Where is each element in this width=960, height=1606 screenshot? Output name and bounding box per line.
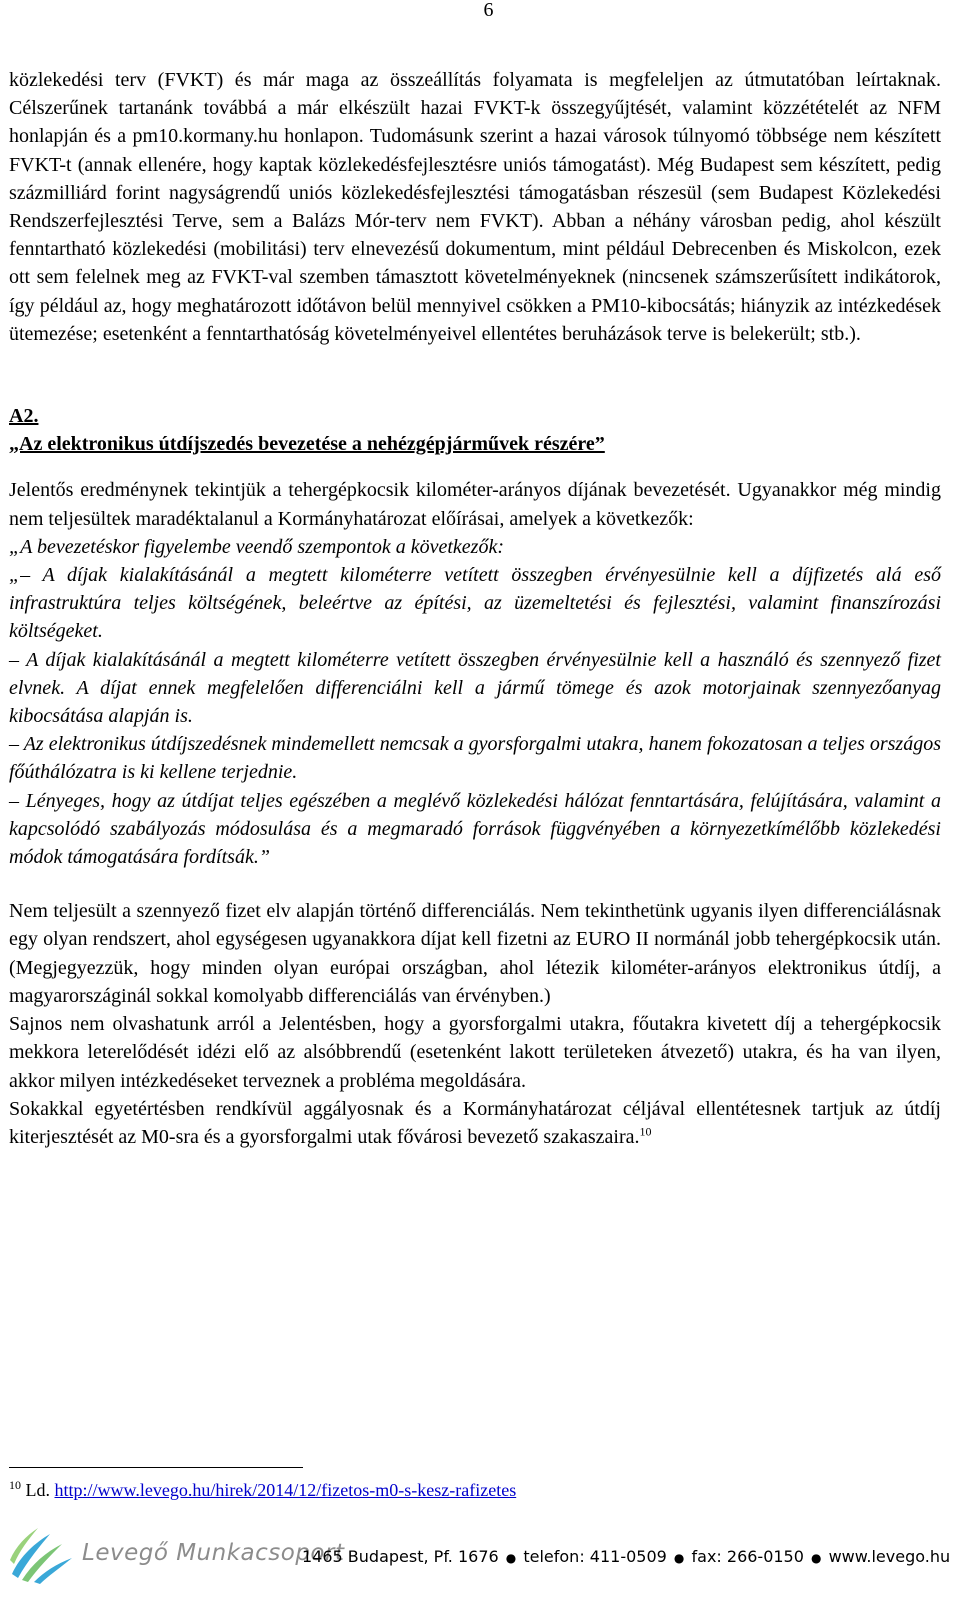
postal-address: 1465 Budapest, Pf. 1676 [302, 1547, 499, 1566]
paragraph-diversion: Sajnos nem olvashatunk arról a Jelentésben, hogy a gyorsforgalmi utakra, főutakra kivetett díj a tehergépkocsik mekkora leterelődését idézi elő az alsóbbrendű (esetenként lakott területeken átvezető) utakra, és ha van ilyen, akkor milyen intézkedéseket terveznek a probléma megoldására. [9, 1013, 941, 1092]
separator-dot-icon: ● [673, 1551, 685, 1565]
quote-item: – Lényeges, hogy az útdíjat teljes egészében a meglévő közlekedési hálózat fenntartására, felújítására, valamint a kapcsolódó szabályozás módosulása és a megmaradó források függvényében a környezetkímélőbb közlekedési módok támogatására fordítsák.” [9, 789, 941, 869]
page-footer [0, 1520, 960, 1590]
quote-line: „A bevezetéskor figyelembe veendő szempontok a következők: [9, 535, 504, 558]
organization-logo-text: Levegő Munkacsoport [82, 1540, 345, 1566]
website[interactable]: www.levego.hu [828, 1547, 951, 1566]
paragraph-differentiation: Nem teljesült a szennyező fizet elv alapján történő differenciálás. Nem tekinthetünk ugyanis ilyen differenciálásnak egy olyan rendszert, ahol egységesen ugyanakkora díjat kell fizetni az EURO II normánál jobb tehergépkocsik után. (Megjegyezzük, hogy minden olyan európai országban, ahol létezik kilométer-arányos elektronikus útdíj, a magyarországinál sokkal komolyabb differenciálás van érvényben.) [9, 900, 941, 1007]
page-number: 6 [483, 0, 495, 21]
contact-info [302, 1547, 954, 1566]
footnote-reference[interactable]: 10 [639, 1124, 652, 1139]
fax-number: fax: 266-0150 [691, 1547, 804, 1566]
paragraph-intro: közlekedési terv (FVKT) és már maga az összeállítás folyamata is megfeleljen az útmutatóban leírtaknak. Célszerűnek tartanánk továbbá a már elkészült hazai FVKT-k összegyűjtését, valamint közzétételét az NFM honlapján és a pm10.kormany.hu honlapon. Tudomásunk szerint a hazai városok túlnyomó többsége nem készített FVKT-t (annak ellenére, hogy kaptak közlekedésfejlesztésre uniós támogatást). Még Budapest sem készített, pedig százmilliárd forint nagyságrendű uniós közlekedésfejlesztési támogatásban részesül (sem Budapest Közlekedési Rendszerfejlesztési Terve, sem a Balázs Mór-terv nem FVKT). Abban a néhány városban pedig, ahol készült fenntartható közlekedési (mobilitási) terv elnevezésű dokumentum, mint például Debrecenben és Miskolcon, ezek ott sem felelnek meg az FVKT-val szemben támasztott követelményeknek (nincsenek számszerűsített indikátorok, így például az, hogy meghatározott időtávon belül mennyivel csökken a PM10-kibocsátás; hiányzik az intézkedések ütemezése; esetenként a fenntarthatóság követelményeivel ellentétes beruházások terve is belekerült; stb.). [9, 69, 941, 345]
paragraph-m0: Sokakkal egyetértésben rendkívül aggályosnak és a Kormányhatározat céljával ellentétesnek tartjuk az útdíj kiterjesztését az M0-sra és a gyorsforgalmi utak fővárosi bevezető szakaszaira.$^{10}$ [9, 1097, 941, 1148]
quote-item: – Az elektronikus útdíjszedésnek mindemellett nemcsak a gyorsforgalmi utakra, hanem fokozatosan a teljes országos főúthálózatra is ki kellene terjednie. [9, 733, 941, 784]
section-title: „Az elektronikus útdíjszedés bevezetése a nehézgépjárművek részére” [9, 433, 605, 456]
paragraph-achievement: Jelentős eredménynek tekintjük a tehergépkocsik kilométer-arányos díjának bevezetését. Ugyanakkor még mindig nem teljesültek maradéktalanul a Kormányhatározat előírásai, amelyek a következők: [9, 479, 941, 530]
footnote-number: 10 [9, 1478, 21, 1492]
footnote-divider [9, 1467, 303, 1468]
document-body [9, 66, 941, 1151]
footnote-link[interactable]: http://www.levego.hu/hirek/2014/12/fizetos-m0-s-kesz-rafizetes [54, 1480, 517, 1500]
phone-number: telefon: 411-0509 [523, 1547, 667, 1566]
quote-item: „– A díjak kialakításánál a megtett kilométerre vetített összegben érvényesülnie kell a díjfizetés alá eső infrastruktúra teljes költségének, beleértve az építési, az üzemeltetési és fejlesztési, valamint finanszírozási költségeket. [9, 564, 941, 643]
footnote-prefix: Ld. [25, 1480, 50, 1500]
separator-dot-icon: ● [811, 1551, 822, 1565]
footnote [9, 1478, 516, 1502]
section-label: A2. [9, 405, 39, 428]
quote-item: – A díjak kialakításánál a megtett kilométerre vetített összegben érvényesülnie kell a használó és szennyező fizet elvnek. A díjat ennek megfelelően differenciálni kell a jármű tömege és azok motorjainak szennyezőanyag kibocsátása alapján is. [9, 648, 941, 728]
separator-dot-icon: ● [505, 1551, 517, 1565]
leaf-logo-icon [6, 1520, 78, 1584]
